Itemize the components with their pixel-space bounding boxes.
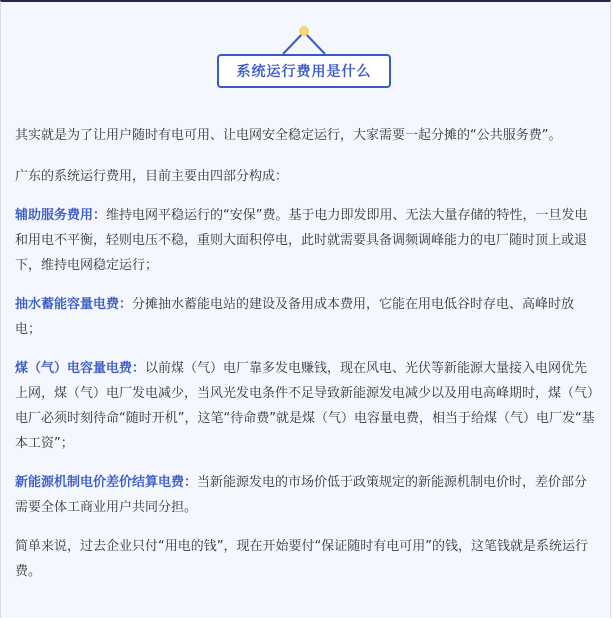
list-item [15,470,597,520]
section-title-badge [217,24,391,90]
composition-paragraph: 广东的系统运行费用，目前主要由四部分构成： [15,169,289,184]
intro-paragraph: 其实就是为了让用户随时有电可用、让电网安全稳定运行，大家需要一起分摊的“公共服务费”。 [15,128,562,143]
item-text: 分摊抽水蓄能电站的建设及备用成本费用，它能在用电低谷时存电、高峰时放电； [15,297,575,337]
item-text: 以前煤（气）电厂靠多发电赚钱，现在风电、光伏等新能源大量接入电网优先上网，煤（气）电厂发电减少，当风光发电条件不足导致新能源发电减少以及用电高峰期时，煤（气）电厂必须时刻待命“随时开机”，这笔“待命费”就是煤（气）电容量电费，相当于给煤（气）电厂发“基本工资”； [15,361,595,451]
item-term: 新能源机制电价差价结算电费： [15,475,198,490]
list-item [15,292,597,342]
list-item [15,203,597,278]
item-text: 维持电网平稳运行的“安保”费。基于电力即发即用、无法大量存储的特性，一旦发电和用电不平衡，轻则电压不稳，重则大面积停电，此时就需要具备调频调峰能力的电厂随时顶上或退下，维持电网稳定运行； [15,208,588,273]
item-term: 辅助服务费用： [15,208,107,223]
title-hanger-icon [217,24,391,58]
item-text: 当新能源发电的市场价低于政策规定的新能源机制电价时，差价部分需要全体工商业用户共同分担。 [15,475,588,515]
item-term: 煤（气）电容量电费： [15,361,146,376]
article-body [15,123,597,598]
list-item [15,356,597,456]
summary-paragraph: 简单来说，过去企业只付“用电的钱”，现在开始要付“保证随时有电可用”的钱，这笔钱就是系统运行费。 [15,539,588,579]
item-term: 抽水蓄能容量电费： [15,297,133,312]
section-title: 系统运行费用是什么 [217,54,391,88]
